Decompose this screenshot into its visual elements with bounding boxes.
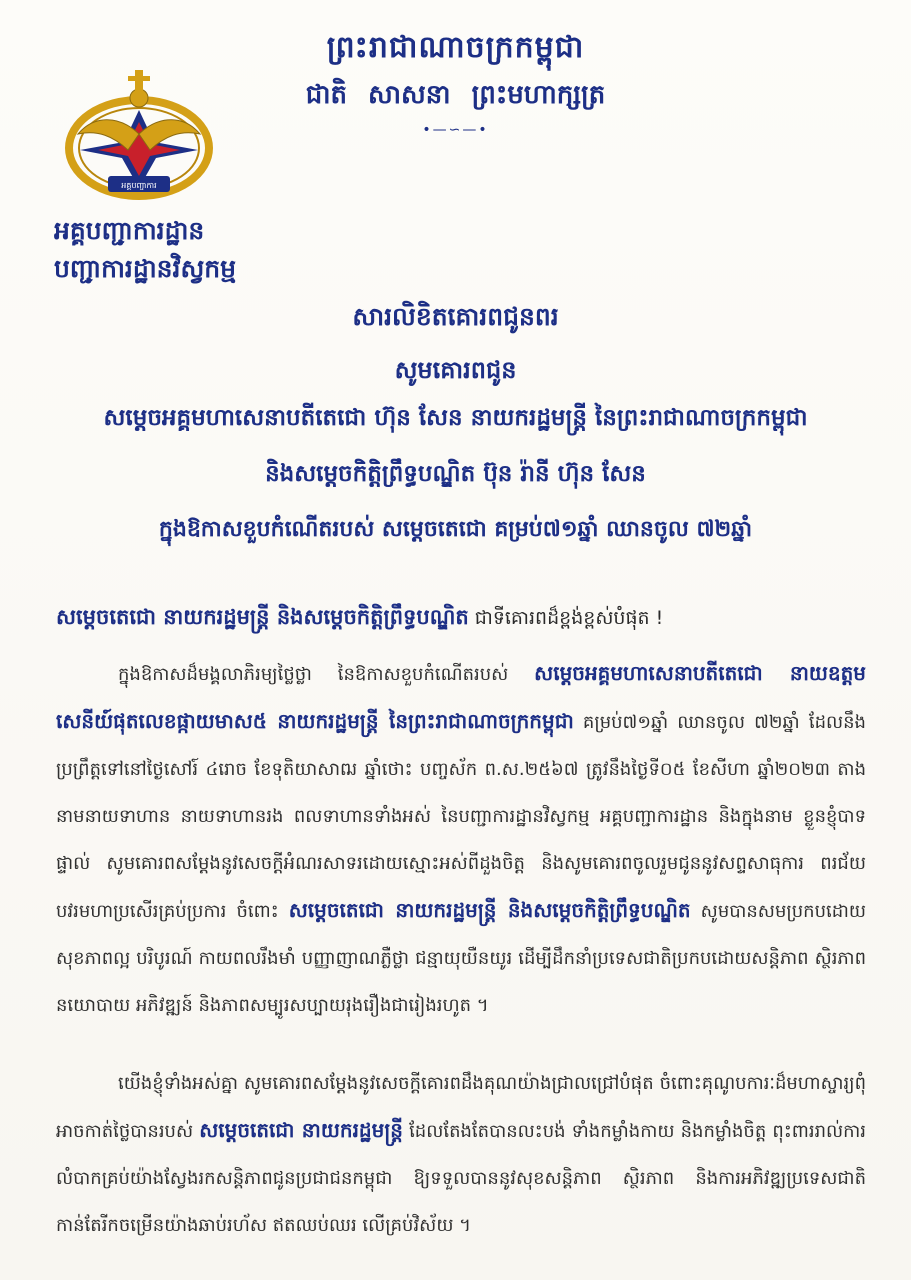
p1-bold-d: សម្តេចតេជោ នាយករដ្ឋមន្ត្រី និងសម្តេចកិត្តិព្រឹទ្ធបណ្ឌិត <box>288 898 691 922</box>
divider-ornament: •—∽—• <box>422 122 489 138</box>
letter-title: សារលិខិតគោរពជូនពរ <box>352 302 559 331</box>
body-paragraph-2 <box>56 1060 866 1249</box>
kingdom-title: ព្រះរាជាណាចក្រកម្ពុជា <box>326 30 585 65</box>
p2-text-a: យើងខ្ញុំទាំងអស់គ្នា សូមគោរពសម្តែងនូវសេចក្តីគោរពដឹងគុណយ៉ាងជ្រាលជ្រៅបំផុត ចំពោះគុណូបការៈដ៏មហាស្ចារ្យពុំអាចកាត់ថ្លៃបានរបស់ <box>56 1073 866 1142</box>
respectfully-line: សូមគោរពជូន <box>394 356 517 384</box>
p2-bold-b: សម្តេចតេជោ នាយករដ្ឋមន្ត្រី <box>199 1118 403 1142</box>
svg-text:អគ្គបញ្ជាការ: អគ្គបញ្ជាការ <box>121 181 157 190</box>
salutation-rest: ជាទីគោរពដ៏ខ្ពង់ខ្ពស់បំផុត ! <box>468 607 664 629</box>
salutation <box>56 604 866 635</box>
recipient-line-1: សម្តេចអគ្គមហាសេនាបតីតេជោ ហ៊ុន សែន នាយករដ្ឋមន្ត្រី នៃព្រះរាជាណាចក្រកម្ពុជា <box>103 405 808 431</box>
salutation-bold: សម្តេចតេជោ នាយករដ្ឋមន្ត្រី និងសម្តេចកិត្តិព្រឹទ្ធបណ្ឌិត <box>56 605 469 629</box>
p1-bold-b: សម្តេចអគ្គមហាសេនាបតីតេជោ នាយឧត្តមសេនីយ៍ផុតលេខផ្កាយមាស៥ នាយករដ្ឋមន្ត្រី នៃព្រះរាជាណាចក្រកម្ពុជា <box>56 661 866 733</box>
occasion-line: ក្នុងឱកាសខួបកំណើតរបស់ សម្តេចតេជោ គម្រប់៧១ឆ្នាំ ឈានចូល ៧២ឆ្នាំ <box>158 517 753 542</box>
p2-text-c: ដែលតែងតែបានលះបង់ ទាំងកម្លាំងកាយ និងកម្លាំងចិត្ត ពុះពាររាល់ការលំបាកគ្រប់យ៉ាងស្វែងរកសន្តិភាពជូនប្រជាជនកម្ពុជា ឱ្យទទួលបាននូវសុខសន្តិភាព ស្ថិរភាព និងការអភិវឌ្ឍប្រទេសជាតិ កាន់តែរីកចម្រើនយ៉ាងឆាប់រហ័ស ឥតឈប់ឈរ លើគ្រប់វិស័យ ។ <box>56 1121 866 1236</box>
p1-text-c: គម្រប់៧១ឆ្នាំ ឈានចូល ៧២ឆ្នាំ ដែលនឹងប្រព្រឹត្តទៅនៅថ្ងៃសៅរ៍ ៤រោច ខែទុតិយាសាឍ ឆ្នាំថោះ បញ្ចស័ក ព.ស.២៥៦៧ ត្រូវនឹងថ្ងៃទី០៥ ខែសីហា ឆ្នាំ២០២៣ តាងនាមនាយទាហាន នាយទាហានរង ពលទាហានទាំងអស់ នៃបញ្ជាការដ្ឋានវិស្វកម្ម អគ្គបញ្ជាការដ្ឋាន និងក្នុងនាម ខ្លួនខ្ញុំបាទផ្ទាល់ សូមគោរពសម្តែងនូវសេចក្តីអំណរសាទរដោយស្មោះអស់ពីដួងចិត្ត និងសូមគោរពចូលរួមជូននូវសព្ទសាធុការ ពរជ័យ បវរមហាប្រសើរគ្រប់ប្រការ ចំពោះ <box>56 712 866 922</box>
organization-name-line1: អគ្គបញ្ជាការដ្ឋាន <box>54 216 205 245</box>
body-paragraph-1 <box>56 650 866 1029</box>
military-emblem-logo <box>58 64 220 204</box>
organization-name-line2: បញ្ជាការដ្ឋានវិស្វកម្ម <box>54 254 237 283</box>
recipient-line-2: និងសម្តេចកិត្តិព្រឹទ្ធបណ្ឌិត ប៊ុន រ៉ានី ហ៊ុន សែន <box>265 461 646 487</box>
p1-text-a: ក្នុងឱកាសដ៏មង្គលាភិរម្យថ្លៃថ្លា នៃឱកាសខួបកំណើតរបស់ <box>118 664 535 685</box>
p1-text-e: សូមបានសមប្រកបដោយ សុខភាពល្អ បរិបូរណ៍ កាយពលរឹងមាំ បញ្ញាញាណភ្លឺថ្លា ជន្មាយុយឺនយូរ ដើម្បីដឹកនាំប្រទេសជាតិប្រកបដោយសន្តិភាព ស្ថិរភាពនយោបាយ អភិវឌ្ឍន៍ និងភាពសម្បូរសប្បាយរុងរឿងជារៀងរហូត ។ <box>56 901 866 1016</box>
national-motto: ជាតិ សាសនា ព្រះមហាក្សត្រ <box>305 80 606 110</box>
